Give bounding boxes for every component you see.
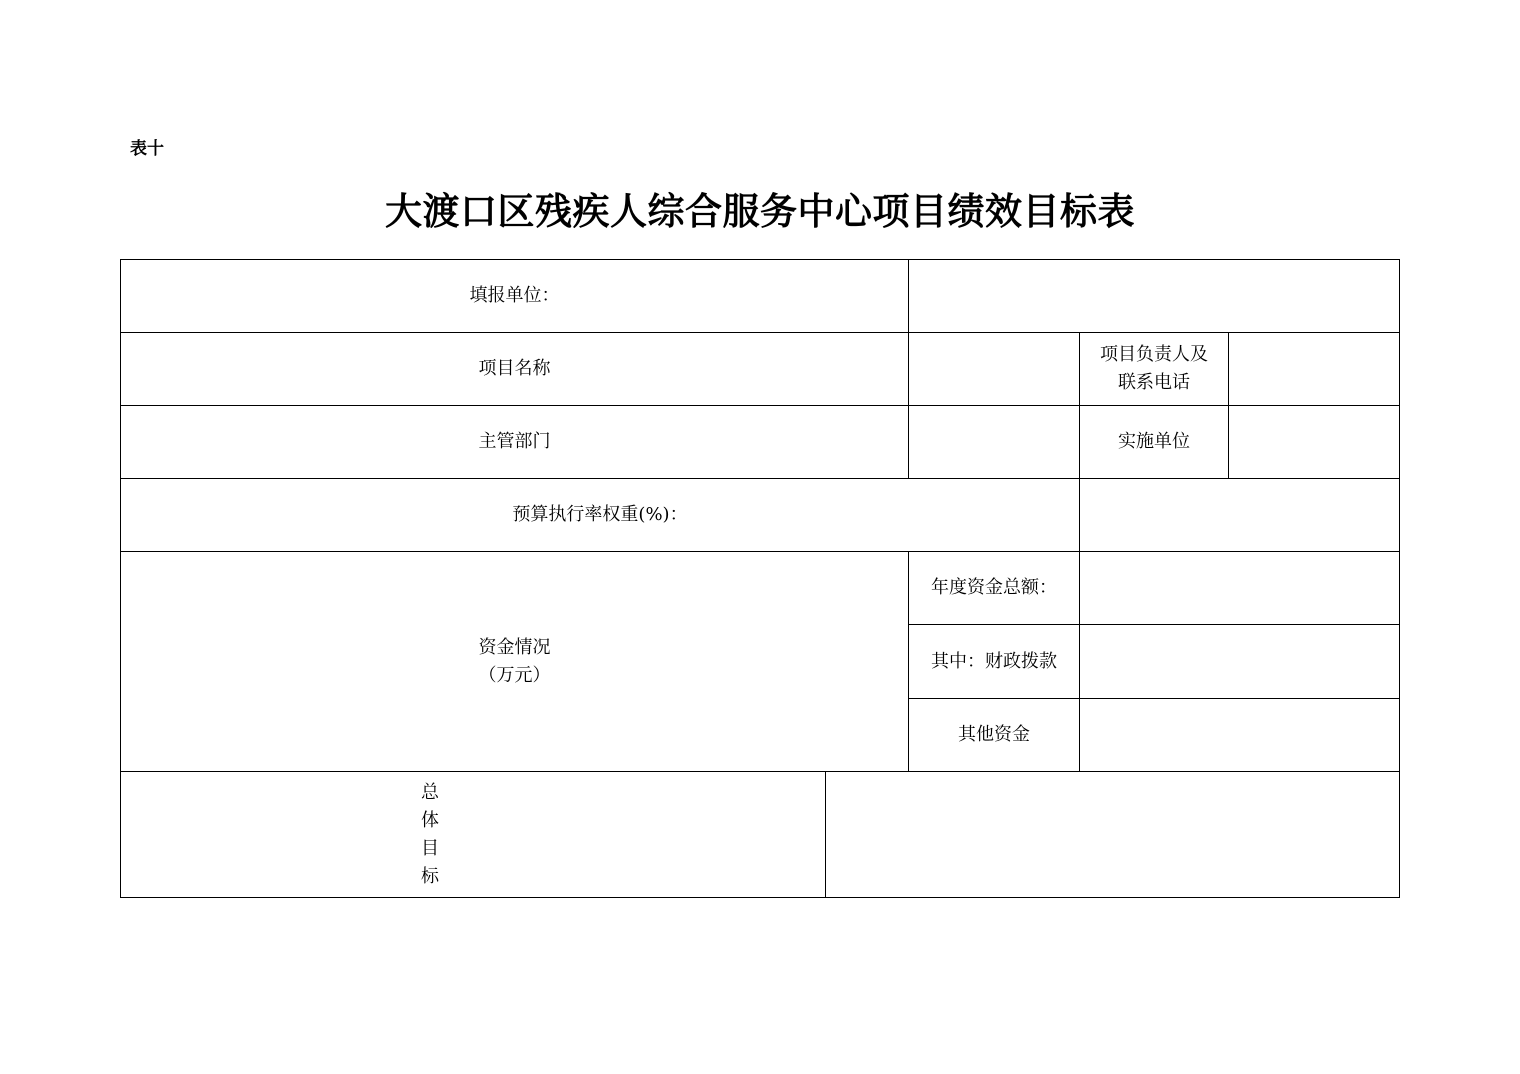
implementing-unit-label-cell	[1079, 405, 1229, 479]
annual-total-label-cell	[908, 551, 1080, 625]
reporting-unit-value-cell[interactable]	[908, 259, 1400, 333]
competent-department-label: 主管部门	[478, 431, 551, 452]
fiscal-allocation-label-cell	[908, 624, 1080, 699]
fiscal-allocation-value-cell[interactable]	[1079, 624, 1400, 699]
other-funds-label-cell	[908, 698, 1080, 772]
project-name-value-cell[interactable]	[908, 332, 1080, 406]
project-leader-value-cell[interactable]	[1228, 332, 1400, 406]
overall-goal-label-cell	[120, 771, 826, 898]
budget-weight-value-cell[interactable]	[1079, 478, 1400, 552]
other-funds-label: 其他资金	[958, 724, 1030, 745]
competent-department-value-cell[interactable]	[908, 405, 1080, 479]
project-leader-label-line2: 联系电话	[1118, 372, 1190, 393]
funding-label-line1: 资金情况	[478, 636, 551, 658]
document-title: 大渡口区残疾人综合服务中心项目绩效目标表	[385, 189, 1135, 233]
project-name-label-cell	[120, 332, 909, 406]
reporting-unit-label-cell	[120, 259, 909, 333]
fiscal-allocation-label: 其中：财政拨款	[931, 650, 1057, 672]
budget-weight-label: 预算执行率权重(%)：	[512, 504, 688, 525]
other-funds-value-cell[interactable]	[1079, 698, 1400, 772]
competent-department-label-cell	[120, 405, 909, 479]
annual-total-value-cell[interactable]	[1079, 551, 1400, 625]
overall-goal-label: 总体目标	[421, 781, 439, 887]
project-name-label: 项目名称	[478, 358, 551, 379]
budget-weight-label-cell	[120, 478, 1080, 552]
reporting-unit-label: 填报单位：	[469, 285, 560, 306]
implementing-unit-value-cell[interactable]	[1228, 405, 1400, 479]
funding-label-line2: （万元）	[478, 664, 551, 686]
project-leader-label-line1: 项目负责人及	[1100, 344, 1208, 365]
annual-total-label: 年度资金总额：	[931, 577, 1057, 598]
funding-label-cell	[120, 551, 909, 772]
table-label: 表十	[130, 139, 164, 159]
project-leader-label-cell	[1079, 332, 1229, 406]
overall-goal-value-cell[interactable]	[825, 771, 1400, 898]
implementing-unit-label: 实施单位	[1118, 431, 1190, 452]
